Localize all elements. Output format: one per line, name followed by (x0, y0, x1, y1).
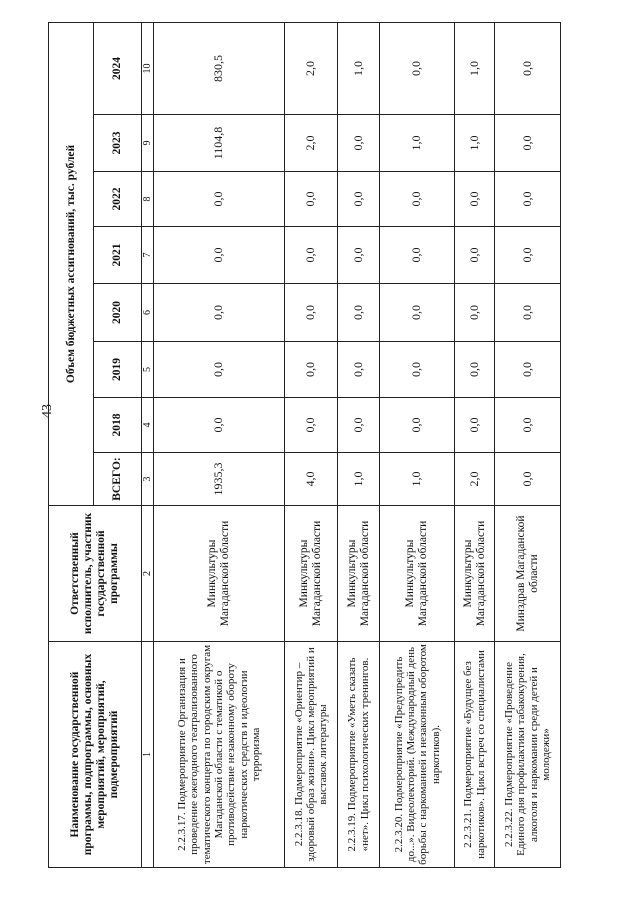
row-value-2023: 1104,8 (154, 115, 285, 172)
row-value-2020: 0,0 (154, 284, 285, 342)
col-number-1: 1 (142, 642, 154, 868)
header-year-2024: 2024 (94, 23, 142, 115)
row-total: 4,0 (285, 453, 338, 506)
row-value-2018: 0,0 (154, 398, 285, 453)
row-value-2024: 830,5 (154, 23, 285, 115)
row-executor: Минкультуры Магаданской области (380, 506, 455, 642)
row-name: 2.2.3.17. Подмероприятие Организация и проведение ежегодного театрализованного тематического концерта по городским округам Магаданской области с тематикой о противодействие незаконному обороту наркотических средств и идеологии терроризма (154, 642, 285, 868)
row-value-2018: 0,0 (455, 398, 495, 453)
row-value-2020: 0,0 (338, 284, 380, 342)
row-value-2018: 0,0 (495, 398, 561, 453)
header-total: ВСЕГО: (94, 453, 142, 506)
col-number-7: 7 (142, 227, 154, 284)
row-executor: Минкультуры Магаданской области (338, 506, 380, 642)
row-value-2020: 0,0 (380, 284, 455, 342)
row-value-2019: 0,0 (154, 342, 285, 398)
header-year-2018: 2018 (94, 398, 142, 453)
header-year-2023: 2023 (94, 115, 142, 172)
row-value-2018: 0,0 (338, 398, 380, 453)
table-row (154, 23, 285, 868)
row-value-2020: 0,0 (285, 284, 338, 342)
header-year-2022: 2022 (94, 172, 142, 227)
row-value-2018: 0,0 (380, 398, 455, 453)
row-value-2022: 0,0 (154, 172, 285, 227)
col-number-8: 8 (142, 172, 154, 227)
row-name: 2.2.3.22. Подмероприятие «Проведение Единого дня профилактики табакокурения, алкоголя и наркомании среди детей и молодежи» (495, 642, 561, 868)
row-value-2019: 0,0 (380, 342, 455, 398)
row-value-2023: 1,0 (455, 115, 495, 172)
table-row (380, 23, 455, 868)
row-value-2023: 2,0 (285, 115, 338, 172)
col-number-10: 10 (142, 23, 154, 115)
page-number: 43 (40, 404, 55, 418)
table-row (285, 23, 338, 868)
header-budget: Объем бюджетных ассигнований, тыс. рублей (49, 23, 94, 506)
row-value-2024: 1,0 (338, 23, 380, 115)
row-value-2021: 0,0 (154, 227, 285, 284)
row-total: 0,0 (495, 453, 561, 506)
header-year-2021: 2021 (94, 227, 142, 284)
row-total: 1,0 (380, 453, 455, 506)
row-name: 2.2.3.20. Подмероприятие «Предупредить до...». Видеолекторий. (Международный день борьбы с наркоманией и незаконным оборотом наркотиков). (380, 642, 455, 868)
row-value-2021: 0,0 (455, 227, 495, 284)
row-executor: Минкультуры Магаданской области (154, 506, 285, 642)
row-value-2022: 0,0 (455, 172, 495, 227)
col-number-9: 9 (142, 115, 154, 172)
table-row (495, 23, 561, 868)
row-executor: Минздрав Магаданской области (495, 506, 561, 642)
table-row (455, 23, 495, 868)
row-value-2024: 1,0 (455, 23, 495, 115)
row-value-2019: 0,0 (495, 342, 561, 398)
col-number-3: 3 (142, 453, 154, 506)
budget-table-wrapper (48, 23, 560, 868)
row-value-2019: 0,0 (285, 342, 338, 398)
row-value-2021: 0,0 (338, 227, 380, 284)
row-total: 1935,3 (154, 453, 285, 506)
header-name: Наименование государственной программы, подпрограммы, основных мероприятий, мероприятий, подмероприятий (49, 642, 142, 868)
header-executor: Ответственный исполнитель, участник государственной программы (49, 506, 142, 642)
row-value-2022: 0,0 (338, 172, 380, 227)
row-value-2021: 0,0 (285, 227, 338, 284)
row-value-2021: 0,0 (380, 227, 455, 284)
row-value-2018: 0,0 (285, 398, 338, 453)
row-value-2020: 0,0 (495, 284, 561, 342)
row-name: 2.2.3.18. Подмероприятие «Ориентир – здоровый образ жизни». Цикл мероприятий и выставок литературы (285, 642, 338, 868)
row-value-2023: 0,0 (338, 115, 380, 172)
row-value-2022: 0,0 (495, 172, 561, 227)
row-value-2021: 0,0 (495, 227, 561, 284)
row-value-2022: 0,0 (285, 172, 338, 227)
row-value-2022: 0,0 (380, 172, 455, 227)
col-number-6: 6 (142, 284, 154, 342)
header-row-1 (49, 23, 94, 868)
row-name: 2.2.3.19. Подмероприятие «Уметь сказать «нет». Цикл психологических тренингов. (338, 642, 380, 868)
row-value-2019: 0,0 (338, 342, 380, 398)
row-value-2023: 0,0 (495, 115, 561, 172)
row-value-2024: 2,0 (285, 23, 338, 115)
header-year-2020: 2020 (94, 284, 142, 342)
row-value-2023: 1,0 (380, 115, 455, 172)
col-number-5: 5 (142, 342, 154, 398)
row-name: 2.2.3.21. Подмероприятие «Будущее без наркотиков». Цикл встреч со специалистами (455, 642, 495, 868)
column-number-row (142, 23, 154, 868)
row-value-2024: 0,0 (380, 23, 455, 115)
row-executor: Минкультуры Магаданской области (285, 506, 338, 642)
row-value-2020: 0,0 (455, 284, 495, 342)
col-number-2: 2 (142, 506, 154, 642)
col-number-4: 4 (142, 398, 154, 453)
header-year-2019: 2019 (94, 342, 142, 398)
row-total: 2,0 (455, 453, 495, 506)
row-total: 1,0 (338, 453, 380, 506)
table-row (338, 23, 380, 868)
row-executor: Минкультуры Магаданской области (455, 506, 495, 642)
row-value-2019: 0,0 (455, 342, 495, 398)
row-value-2024: 0,0 (495, 23, 561, 115)
budget-table (48, 22, 561, 868)
